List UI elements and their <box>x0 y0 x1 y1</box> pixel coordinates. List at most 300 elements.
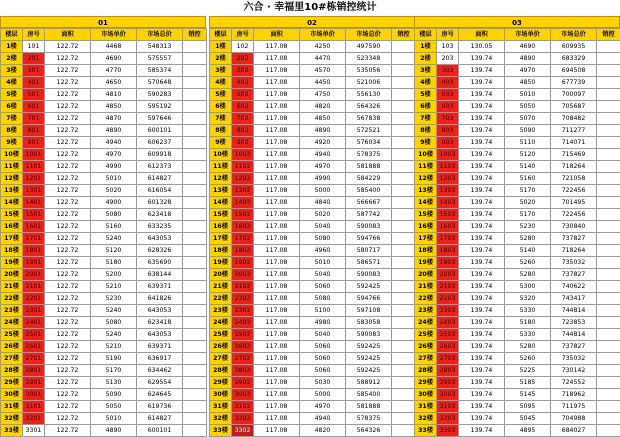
room-cell[interactable]: 3001 <box>23 389 45 401</box>
sales-control-cell[interactable] <box>183 125 207 137</box>
sales-control-cell[interactable] <box>183 185 207 197</box>
table-row[interactable] <box>1 425 207 437</box>
sales-control-cell[interactable] <box>392 77 416 89</box>
room-cell[interactable]: 2301 <box>23 305 45 317</box>
sales-control-cell[interactable] <box>597 41 620 53</box>
table-row[interactable] <box>210 269 416 281</box>
sales-control-cell[interactable] <box>392 137 416 149</box>
table-row[interactable] <box>415 245 620 257</box>
table-row[interactable] <box>1 233 207 245</box>
sales-control-cell[interactable] <box>392 389 416 401</box>
sales-control-cell[interactable] <box>183 173 207 185</box>
sales-control-cell[interactable] <box>597 329 620 341</box>
sales-control-cell[interactable] <box>183 353 207 365</box>
sales-control-cell[interactable] <box>597 365 620 377</box>
table-row[interactable] <box>1 365 207 377</box>
room-cell[interactable]: 3301 <box>23 425 45 437</box>
table-row[interactable] <box>1 317 207 329</box>
room-cell[interactable]: 2901 <box>23 377 45 389</box>
sales-control-cell[interactable] <box>392 317 416 329</box>
sales-control-cell[interactable] <box>183 65 207 77</box>
room-cell[interactable]: 902 <box>232 137 254 149</box>
table-row[interactable] <box>1 377 207 389</box>
sales-control-cell[interactable] <box>392 197 416 209</box>
room-cell[interactable]: 1903 <box>437 257 459 269</box>
room-cell[interactable]: 3201 <box>23 413 45 425</box>
room-cell[interactable]: 2502 <box>232 329 254 341</box>
table-row[interactable] <box>210 149 416 161</box>
sales-control-cell[interactable] <box>597 413 620 425</box>
table-row[interactable] <box>210 137 416 149</box>
table-row[interactable] <box>210 329 416 341</box>
sales-control-cell[interactable] <box>597 233 620 245</box>
table-row[interactable] <box>1 197 207 209</box>
table-row[interactable] <box>415 197 620 209</box>
sales-control-cell[interactable] <box>183 401 207 413</box>
room-cell[interactable]: 2603 <box>437 341 459 353</box>
room-cell[interactable]: 701 <box>23 113 45 125</box>
room-cell[interactable]: 801 <box>23 125 45 137</box>
sales-control-cell[interactable] <box>183 317 207 329</box>
room-cell[interactable]: 2503 <box>437 329 459 341</box>
table-row[interactable] <box>415 257 620 269</box>
room-cell[interactable]: 501 <box>23 89 45 101</box>
table-row[interactable] <box>1 113 207 125</box>
sales-control-cell[interactable] <box>183 89 207 101</box>
sales-control-cell[interactable] <box>392 125 416 137</box>
sales-control-cell[interactable] <box>183 293 207 305</box>
sales-control-cell[interactable] <box>597 77 620 89</box>
room-cell[interactable]: 1502 <box>232 209 254 221</box>
table-row[interactable] <box>210 413 416 425</box>
room-cell[interactable]: 703 <box>437 113 459 125</box>
table-row[interactable] <box>415 377 620 389</box>
table-row[interactable] <box>415 161 620 173</box>
table-row[interactable] <box>210 305 416 317</box>
sales-control-cell[interactable] <box>597 353 620 365</box>
sales-control-cell[interactable] <box>392 305 416 317</box>
room-cell[interactable]: 2103 <box>437 281 459 293</box>
table-row[interactable] <box>210 53 416 65</box>
room-cell[interactable]: 102 <box>232 41 254 53</box>
room-cell[interactable]: 601 <box>23 101 45 113</box>
table-row[interactable] <box>415 41 620 53</box>
table-row[interactable] <box>1 221 207 233</box>
table-row[interactable] <box>415 425 620 437</box>
table-row[interactable] <box>210 389 416 401</box>
room-cell[interactable]: 1703 <box>437 233 459 245</box>
table-row[interactable] <box>210 353 416 365</box>
sales-control-cell[interactable] <box>597 173 620 185</box>
sales-control-cell[interactable] <box>597 149 620 161</box>
sales-control-cell[interactable] <box>183 281 207 293</box>
room-cell[interactable]: 1902 <box>232 257 254 269</box>
table-row[interactable] <box>415 365 620 377</box>
sales-control-cell[interactable] <box>597 197 620 209</box>
table-row[interactable] <box>210 281 416 293</box>
table-row[interactable] <box>1 281 207 293</box>
room-cell[interactable]: 2402 <box>232 317 254 329</box>
sales-control-cell[interactable] <box>183 257 207 269</box>
sales-control-cell[interactable] <box>183 101 207 113</box>
room-cell[interactable]: 1503 <box>437 209 459 221</box>
room-cell[interactable]: 2302 <box>232 305 254 317</box>
room-cell[interactable]: 2902 <box>232 377 254 389</box>
table-row[interactable] <box>1 77 207 89</box>
room-cell[interactable]: 2102 <box>232 281 254 293</box>
room-cell[interactable]: 3002 <box>232 389 254 401</box>
table-row[interactable] <box>1 341 207 353</box>
sales-control-cell[interactable] <box>597 161 620 173</box>
sales-control-cell[interactable] <box>183 389 207 401</box>
sales-control-cell[interactable] <box>392 377 416 389</box>
table-row[interactable] <box>210 233 416 245</box>
table-row[interactable] <box>415 389 620 401</box>
table-row[interactable] <box>210 425 416 437</box>
table-row[interactable] <box>1 125 207 137</box>
sales-control-cell[interactable] <box>183 341 207 353</box>
table-row[interactable] <box>210 113 416 125</box>
table-row[interactable] <box>415 185 620 197</box>
table-row[interactable] <box>415 341 620 353</box>
room-cell[interactable]: 2803 <box>437 365 459 377</box>
room-cell[interactable]: 2101 <box>23 281 45 293</box>
room-cell[interactable]: 1103 <box>437 161 459 173</box>
table-row[interactable] <box>415 53 620 65</box>
sales-control-cell[interactable] <box>392 209 416 221</box>
room-cell[interactable]: 502 <box>232 89 254 101</box>
sales-control-cell[interactable] <box>392 161 416 173</box>
sales-control-cell[interactable] <box>183 425 207 437</box>
room-cell[interactable]: 303 <box>437 65 459 77</box>
sales-control-cell[interactable] <box>597 221 620 233</box>
room-cell[interactable]: 3101 <box>23 401 45 413</box>
sales-control-cell[interactable] <box>597 209 620 221</box>
sales-control-cell[interactable] <box>392 113 416 125</box>
room-cell[interactable]: 1501 <box>23 209 45 221</box>
table-row[interactable] <box>1 257 207 269</box>
room-cell[interactable]: 2403 <box>437 317 459 329</box>
table-row[interactable] <box>415 89 620 101</box>
room-cell[interactable]: 1002 <box>232 149 254 161</box>
room-cell[interactable]: 302 <box>232 65 254 77</box>
room-cell[interactable]: 2801 <box>23 365 45 377</box>
room-cell[interactable]: 2003 <box>437 269 459 281</box>
room-cell[interactable]: 3203 <box>437 413 459 425</box>
room-cell[interactable]: 1603 <box>437 221 459 233</box>
room-cell[interactable]: 3003 <box>437 389 459 401</box>
sales-control-cell[interactable] <box>597 113 620 125</box>
room-cell[interactable]: 1702 <box>232 233 254 245</box>
sales-control-cell[interactable] <box>392 425 416 437</box>
table-row[interactable] <box>415 413 620 425</box>
table-row[interactable] <box>1 149 207 161</box>
table-row[interactable] <box>415 137 620 149</box>
table-row[interactable] <box>1 245 207 257</box>
room-cell[interactable]: 2701 <box>23 353 45 365</box>
sales-control-cell[interactable] <box>597 317 620 329</box>
table-row[interactable] <box>415 353 620 365</box>
sales-control-cell[interactable] <box>183 269 207 281</box>
table-row[interactable] <box>210 245 416 257</box>
table-row[interactable] <box>1 305 207 317</box>
table-row[interactable] <box>210 185 416 197</box>
sales-control-cell[interactable] <box>597 185 620 197</box>
sales-control-cell[interactable] <box>392 281 416 293</box>
table-row[interactable] <box>210 65 416 77</box>
table-row[interactable] <box>415 125 620 137</box>
room-cell[interactable]: 1303 <box>437 185 459 197</box>
room-cell[interactable]: 702 <box>232 113 254 125</box>
room-cell[interactable]: 1301 <box>23 185 45 197</box>
room-cell[interactable]: 2903 <box>437 377 459 389</box>
floor-cell: 20楼 <box>210 269 232 281</box>
table-row[interactable] <box>1 173 207 185</box>
table-row[interactable] <box>1 413 207 425</box>
room-cell[interactable]: 903 <box>437 137 459 149</box>
room-cell[interactable]: 1102 <box>232 161 254 173</box>
room-cell[interactable]: 301 <box>23 65 45 77</box>
room-cell[interactable]: 403 <box>437 77 459 89</box>
area-cell: 139.74 <box>459 221 505 233</box>
table-row[interactable] <box>1 65 207 77</box>
table-row[interactable] <box>210 401 416 413</box>
sales-control-cell[interactable] <box>183 161 207 173</box>
sales-control-cell[interactable] <box>392 413 416 425</box>
room-cell[interactable]: 401 <box>23 77 45 89</box>
table-row[interactable] <box>1 101 207 113</box>
room-cell[interactable]: 1302 <box>232 185 254 197</box>
room-cell[interactable]: 1803 <box>437 245 459 257</box>
sales-control-cell[interactable] <box>183 245 207 257</box>
table-row[interactable] <box>415 233 620 245</box>
table-row[interactable] <box>210 89 416 101</box>
sales-control-cell[interactable] <box>597 137 620 149</box>
room-cell[interactable]: 1601 <box>23 221 45 233</box>
room-cell[interactable]: 101 <box>23 41 45 53</box>
room-cell[interactable]: 1201 <box>23 173 45 185</box>
table-row[interactable] <box>210 209 416 221</box>
room-cell[interactable]: 2002 <box>232 269 254 281</box>
table-row[interactable] <box>415 293 620 305</box>
table-row[interactable] <box>1 41 207 53</box>
table-row[interactable] <box>1 269 207 281</box>
room-cell[interactable]: 1403 <box>437 197 459 209</box>
table-row[interactable] <box>210 221 416 233</box>
sales-control-cell[interactable] <box>392 41 416 53</box>
room-cell[interactable]: 503 <box>437 89 459 101</box>
sales-control-cell[interactable] <box>597 377 620 389</box>
room-cell[interactable]: 1801 <box>23 245 45 257</box>
room-cell[interactable]: 2203 <box>437 293 459 305</box>
sales-control-cell[interactable] <box>392 365 416 377</box>
table-row[interactable] <box>1 329 207 341</box>
sales-control-cell[interactable] <box>392 173 416 185</box>
sales-control-cell[interactable] <box>392 245 416 257</box>
room-cell[interactable]: 602 <box>232 101 254 113</box>
sales-control-cell[interactable] <box>597 293 620 305</box>
table-row[interactable] <box>210 161 416 173</box>
sales-control-cell[interactable] <box>183 113 207 125</box>
table-row[interactable] <box>415 113 620 125</box>
sales-control-cell[interactable] <box>183 53 207 65</box>
table-row[interactable] <box>415 173 620 185</box>
table-row[interactable] <box>1 209 207 221</box>
sales-control-cell[interactable] <box>597 401 620 413</box>
table-row[interactable] <box>415 101 620 113</box>
room-cell[interactable]: 2501 <box>23 329 45 341</box>
table-row[interactable] <box>210 41 416 53</box>
room-cell[interactable]: 1003 <box>437 149 459 161</box>
room-cell[interactable]: 202 <box>232 53 254 65</box>
room-cell[interactable]: 1602 <box>232 221 254 233</box>
room-cell[interactable]: 2001 <box>23 269 45 281</box>
sales-control-cell[interactable] <box>183 41 207 53</box>
sales-control-cell[interactable] <box>183 77 207 89</box>
room-cell[interactable]: 802 <box>232 125 254 137</box>
room-cell[interactable]: 1101 <box>23 161 45 173</box>
table-row[interactable] <box>415 221 620 233</box>
sales-control-cell[interactable] <box>392 401 416 413</box>
room-cell[interactable]: 402 <box>232 77 254 89</box>
sales-control-cell[interactable] <box>392 257 416 269</box>
sales-control-cell[interactable] <box>597 425 620 437</box>
sales-control-cell[interactable] <box>597 389 620 401</box>
room-cell[interactable]: 1203 <box>437 173 459 185</box>
table-row[interactable] <box>415 317 620 329</box>
sales-control-cell[interactable] <box>183 149 207 161</box>
sales-control-cell[interactable] <box>183 209 207 221</box>
sales-control-cell[interactable] <box>392 221 416 233</box>
sales-control-cell[interactable] <box>597 281 620 293</box>
table-row[interactable] <box>210 293 416 305</box>
sales-control-cell[interactable] <box>392 269 416 281</box>
table-row[interactable] <box>1 401 207 413</box>
sales-control-cell[interactable] <box>392 185 416 197</box>
sales-control-cell[interactable] <box>597 245 620 257</box>
sales-control-cell[interactable] <box>597 269 620 281</box>
room-cell[interactable]: 2401 <box>23 317 45 329</box>
table-row[interactable] <box>415 149 620 161</box>
sales-control-cell[interactable] <box>183 197 207 209</box>
room-cell[interactable]: 603 <box>437 101 459 113</box>
table-row[interactable] <box>415 77 620 89</box>
sales-control-cell[interactable] <box>392 101 416 113</box>
room-cell[interactable]: 1402 <box>232 197 254 209</box>
sales-control-cell[interactable] <box>597 341 620 353</box>
table-row[interactable] <box>1 161 207 173</box>
table-row[interactable] <box>1 137 207 149</box>
sales-control-cell[interactable] <box>597 125 620 137</box>
room-cell[interactable]: 103 <box>437 41 459 53</box>
table-row[interactable] <box>415 305 620 317</box>
room-cell[interactable]: 3202 <box>232 413 254 425</box>
table-row[interactable] <box>210 77 416 89</box>
room-cell[interactable]: 2602 <box>232 341 254 353</box>
table-row[interactable] <box>415 65 620 77</box>
table-row[interactable] <box>210 341 416 353</box>
table-row[interactable] <box>210 257 416 269</box>
room-cell[interactable]: 2201 <box>23 293 45 305</box>
room-cell[interactable]: 203 <box>437 53 459 65</box>
table-row[interactable] <box>415 269 620 281</box>
room-cell[interactable]: 1802 <box>232 245 254 257</box>
sales-control-cell[interactable] <box>392 233 416 245</box>
room-cell[interactable]: 1401 <box>23 197 45 209</box>
sales-control-cell[interactable] <box>183 137 207 149</box>
room-cell[interactable]: 1901 <box>23 257 45 269</box>
room-cell[interactable]: 3102 <box>232 401 254 413</box>
sales-control-cell[interactable] <box>392 65 416 77</box>
table-row[interactable] <box>1 53 207 65</box>
sales-control-cell[interactable] <box>392 329 416 341</box>
sales-control-cell[interactable] <box>183 377 207 389</box>
sales-control-cell[interactable] <box>597 257 620 269</box>
room-cell[interactable]: 1202 <box>232 173 254 185</box>
room-cell[interactable]: 2601 <box>23 341 45 353</box>
sales-control-cell[interactable] <box>392 53 416 65</box>
sales-control-cell[interactable] <box>183 221 207 233</box>
sales-control-cell[interactable] <box>597 101 620 113</box>
room-cell[interactable]: 1701 <box>23 233 45 245</box>
table-row[interactable] <box>415 209 620 221</box>
table-row[interactable] <box>1 185 207 197</box>
room-cell[interactable]: 803 <box>437 125 459 137</box>
sales-control-cell[interactable] <box>183 413 207 425</box>
room-cell[interactable]: 3303 <box>437 425 459 437</box>
sales-control-cell[interactable] <box>392 89 416 101</box>
table-row[interactable] <box>210 101 416 113</box>
room-cell[interactable]: 2202 <box>232 293 254 305</box>
sales-control-cell[interactable] <box>597 53 620 65</box>
room-cell[interactable]: 1001 <box>23 149 45 161</box>
table-row[interactable] <box>210 317 416 329</box>
sales-control-cell[interactable] <box>183 305 207 317</box>
table-row[interactable] <box>210 173 416 185</box>
room-cell[interactable]: 2702 <box>232 353 254 365</box>
sales-control-cell[interactable] <box>597 65 620 77</box>
room-cell[interactable]: 2303 <box>437 305 459 317</box>
room-cell[interactable]: 2802 <box>232 365 254 377</box>
room-cell[interactable]: 901 <box>23 137 45 149</box>
table-row[interactable] <box>1 293 207 305</box>
table-row[interactable] <box>210 365 416 377</box>
sales-control-cell[interactable] <box>597 305 620 317</box>
table-row[interactable] <box>1 89 207 101</box>
sales-control-cell[interactable] <box>392 353 416 365</box>
sales-control-cell[interactable] <box>183 365 207 377</box>
sales-control-cell[interactable] <box>392 293 416 305</box>
sales-control-cell[interactable] <box>183 329 207 341</box>
total-price-cell: 694508 <box>551 65 597 77</box>
room-cell[interactable]: 3302 <box>232 425 254 437</box>
table-row[interactable] <box>415 329 620 341</box>
table-row[interactable] <box>1 353 207 365</box>
table-row[interactable] <box>210 197 416 209</box>
sales-control-cell[interactable] <box>183 233 207 245</box>
table-row[interactable] <box>1 389 207 401</box>
table-row[interactable] <box>210 377 416 389</box>
table-row[interactable] <box>210 125 416 137</box>
room-cell[interactable]: 2703 <box>437 353 459 365</box>
sales-control-cell[interactable] <box>392 149 416 161</box>
table-row[interactable] <box>415 281 620 293</box>
sales-control-cell[interactable] <box>597 89 620 101</box>
room-cell[interactable]: 201 <box>23 53 45 65</box>
room-cell[interactable]: 3103 <box>437 401 459 413</box>
table-row[interactable] <box>415 401 620 413</box>
sales-control-cell[interactable] <box>392 341 416 353</box>
